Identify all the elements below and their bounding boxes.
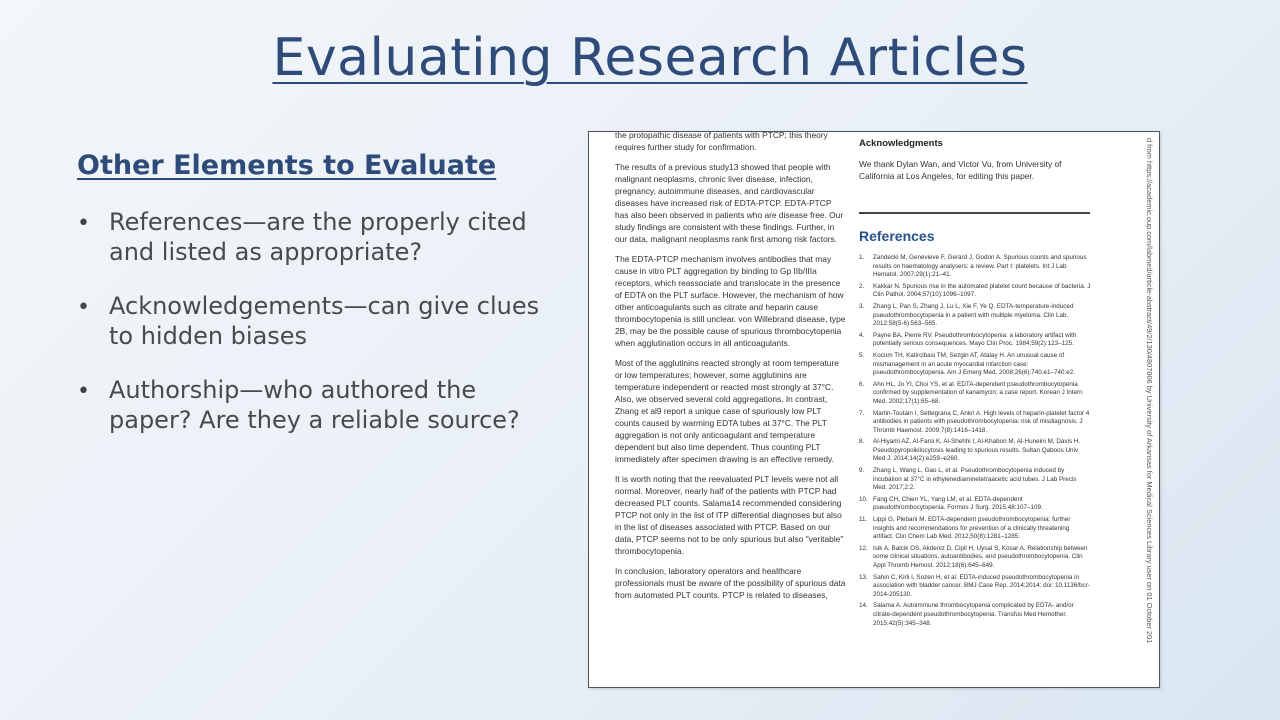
reference-item [859,332,1091,349]
section-heading: Other Elements to Evaluate [77,150,497,181]
reference-item [859,574,1091,600]
bullet-marker: • [77,379,90,404]
reference-text: Fang CH, Chien YL, Yang LM, et al. EDTA-dependent pseudothrombocytopenia. Formos J Surg. 2015;48:107–109. [873,495,1043,512]
reference-number: 3. [859,302,865,310]
reference-item [859,516,1091,542]
reference-item [859,352,1091,378]
reference-number: 4. [859,331,865,339]
article-column-left [615,131,847,609]
reference-text: Kakkar N. Spurious rise in the automated platelet count because of bacteria. J Clin Pathol. 2004;57(10):1096–1097. [873,282,1091,299]
reference-number: 6. [859,380,865,388]
reference-item [859,303,1091,329]
reference-number: 10. [859,495,868,503]
reference-number: 9. [859,467,865,475]
reference-text: Zhang L, Wang L, Gao L, et al. Pseudothrombocytopenia induced by incubation at 37°C in ethylenediaminetetraacetic acid tubes. J Lab Precis Med. 2017;2:2. [873,467,1077,492]
reference-number: 14. [859,602,868,610]
reference-number: 8. [859,438,865,446]
reference-number: 13. [859,573,868,581]
bullet-marker: • [77,211,90,236]
reference-text: Isik A, Balcik OS, Akdeniz D, Cipil H, Uysal S, Kosar A. Relationship between some clinical situations, autoantibodies, and pseudothrombocytopenia. Clin Appl Thromb Hemost. 2012;18(6):645–649. [873,544,1088,569]
download-watermark-text: d from https://academic.oup.com/labmed/article-abstract/49/2/130/4807006 by University of Arkansas for Medical Sciences Library user on 01 October 201 [1145,138,1154,644]
reference-item [859,381,1091,407]
reference-text: Salama A. Autoimmune thrombocytopenia complicated by EDTA- and/or citrate-dependent pseudothrombocytopenia. Transfus Med Hemother. 2015;42(5):345–348. [873,602,1074,627]
article-paragraph: the protopathic disease of patients with PTCP; this theory requires further study for confirmation. [615,131,828,152]
bullet-item [77,207,547,267]
reference-text: Lippi G, Plebani M. EDTA-dependent pseudothrombocytopenia: further insights and recommendations for prevention of a clinically threatening artifact. Clin Chem Lab Med. 2012;50(8):1281–1285. [873,516,1071,541]
bullet-marker: • [77,295,90,320]
references-heading: References [859,228,935,244]
reference-item [859,496,1091,513]
reference-text: Zhang L, Pan S, Zhang J, Lu L, Xie F, Ye Q. EDTA-temperature-induced pseudothrombocytopenia in a patient with multiple myeloma. Clin Lab. 2012;58(5-6):563–565. [873,302,1074,328]
reference-text: Zandecki M, Genevieve F, Gerard J, Godon A. Spurious counts and spurious results on haematology analysers: a review. Part I: platelets. Int J Lab Hematol. 2007;29(1):21–41. [873,254,1087,279]
reference-text: Kocum TH, Katircibasi TM, Sezgin AT, Atalay H. An unusual cause of mismanagement in an acute myocardial infarction case: pseudothrombocytopenia. Am J Emerg Med. 2008;26(6):740.e1–740.e2. [873,351,1075,377]
article-paragraph: The EDTA-PTCP mechanism involves antibodies that may cause in vitro PLT aggregation by binding to Gp IIb/IIIa receptors, which reassociate and translocate in the presence of EDTA on the PLT surface. However, the mechanism of how other anticoagulants such as citrate and heparin cause thrombocytopenia is still unclear. von Willebrand disease, type 2B, may be the possible cause of spurious thrombocytopenia when agglutination occurs in all anticoagulants. [615,254,846,348]
reference-item [859,254,1091,280]
reference-number: 5. [859,351,865,359]
reference-number: 7. [859,409,865,417]
reference-text: Ahn HL, Jo YI, Choi YS, et al. EDTA-dependent pseudothrombocytopenia confirmed by supplementation of kanamycin; a case report. Korean J Intern Med. 2002;17(1):65–68. [873,380,1083,405]
reference-text: Payne BA, Pierre RV. Pseudothrombocytopenia: a laboratory artifact with potentially serious consequences. Mayo Clin Proc. 1984;59(2):123–125. [873,331,1077,348]
reference-text: Al-Hiyami AZ, Al-Farsi K, Al-Shehhi I, Al-Khabori M, Al-Huneini M, Davis H. Pseudopyropoikilocytosis leading to spurious results. Sultan Qaboos Univ Med J. 2014;14(2):e259–e260. [873,438,1081,463]
reference-list [859,254,1091,628]
article-paragraph: Most of the agglutinins reacted strongly at room temperature or low temperatures; however, some agglutinins are temperature independent or reacted most strongly at 37°C. Also, we observed several cold aggregations. In contrast, Zhang et al9 report a unique case of spuriously low PLT counts caused by warming EDTA tubes at 37°C. The PLT aggregation is not only anticoagulant and temperature dependent but also time dependent. Thus counting PLT immediately after specimen drawing is an effective remedy. [615,358,839,464]
article-paragraph: It is worth noting that the reevaluated PLT levels were not all normal. Moreover, nearly half of the patients with PTCP had decreased PLT counts. Salama14 recommended considering PTCP not only in the list of ITP differential diagnoses but also in the list of diseases associated with PTCP. Based on our data, PTCP seems not to be only spurious but also "veritable" thrombocytopenia. [615,474,844,556]
reference-number: 11. [859,516,868,524]
bullet-item [77,291,547,351]
reference-number: 2. [859,282,865,290]
reference-text: Sahin C, Kirli I, Sozen H, et al. EDTA-induced pseudothrombocytopenia in association with bladder cancer. BMJ Case Rep. 2014;2014: doi: 10.1136/bcr-2014-205130. [873,573,1090,598]
bullet-text: References—are the properly cited and listed as appropriate? [109,208,527,266]
acknowledgments-heading: Acknowledgments [859,138,943,149]
reference-item [859,602,1091,628]
reference-text: Martin-Toutain I, Settegrana C, Ankri A. High levels of heparin-platelet factor 4 antibodies in patients with pseudothrombocytopenia: risk of misdiagnosis. J Thromb Haemost. 2009;7(8):1416–1418. [873,409,1090,434]
section-divider [859,212,1090,214]
reference-number: 12. [859,544,868,552]
reference-number: 1. [859,254,865,261]
bullet-text: Authorship—who authored the paper? Are they a reliable source? [109,376,520,434]
article-paragraph: The results of a previous study13 showed that people with malignant neoplasms, chronic liver disease, infection, pregnancy, autoimmune diseases, and cardiovascular diseases have increased risk of EDTA-PTCP. EDTA-PTCP has also been observed in patients who are disease free. Our study findings are consistent with these findings. Further, in our data, malignant neoplasms rank first among risk factors. [615,162,844,244]
reference-item [859,438,1091,464]
reference-item [859,467,1091,493]
article-column-right [859,138,1091,631]
article-page-image [588,131,1160,688]
bullet-text: Acknowledgements—can give clues to hidden biases [109,292,540,350]
bullet-list [77,207,547,435]
left-column [77,150,547,459]
reference-item [859,545,1091,571]
bullet-item [77,375,547,435]
acknowledgments-text: We thank Dylan Wan, and Victor Vu, from University of California at Los Angeles, for editing this paper. [859,159,1062,181]
reference-item [859,410,1091,436]
slide-title: Evaluating Research Articles [272,28,1028,88]
reference-item [859,283,1091,300]
article-paragraph: In conclusion, laboratory operators and healthcare professionals must be aware of the possibility of spurious data from automated PLT counts. PTCP is related to diseases, [615,566,846,600]
